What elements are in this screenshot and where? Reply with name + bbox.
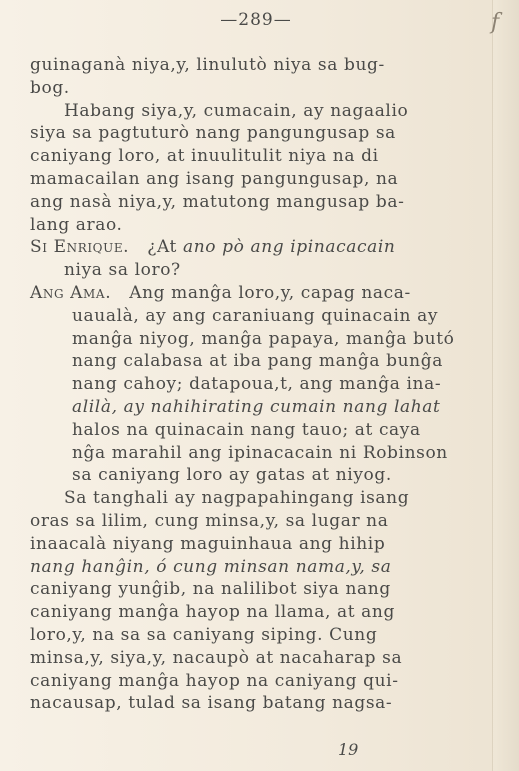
text-line: nacausap, tulad sa isang batang nagsa- <box>30 693 393 714</box>
dialogue-word: ipinacacain <box>290 237 396 258</box>
text-line: oras sa lilim, cung minsa,y, sa lugar na <box>30 510 389 531</box>
text-line: halos na quinacain nang tauo; at caya <box>72 419 421 440</box>
page-number: —289— <box>220 10 292 30</box>
text-line: nang cahoy; datapoua,t, ang manĝa ina- <box>72 374 442 395</box>
dialogue-line <box>30 282 460 305</box>
dialogue-word: pò <box>222 237 245 258</box>
text-line: nang hanĝin, ó cung minsan nama,y, sa <box>30 556 392 577</box>
page-text <box>30 54 460 715</box>
dialogue-word: ano <box>182 237 217 258</box>
dialogue-word: ¿At <box>147 237 177 258</box>
text-line: loro,y, na sa sa caniyang siping. Cung <box>30 624 378 645</box>
speaker-label: Ang Ama. <box>30 282 112 303</box>
dialogue-line <box>30 236 460 259</box>
text-line: caniyang loro, at inuulitulit niya na di <box>30 146 379 167</box>
text-line: inaacalà niyang maguinhaua ang hihip <box>30 533 386 554</box>
text-line: caniyang manĝa hayop na llama, at ang <box>30 602 395 623</box>
text-line: uaualà, ay ang caraniuang quinacain ay <box>72 305 439 326</box>
text-line: guinaganà niya,y, linulutò niya sa bug- <box>30 55 385 75</box>
dialogue-text: Ang manĝa loro,y, capag naca- <box>129 282 411 303</box>
signature-mark: 19 <box>338 740 359 759</box>
text-line: caniyang yunĝib, na nalilibot siya nang <box>30 579 391 600</box>
text-line: siya sa pagtuturò nang pangungusap sa <box>30 123 396 144</box>
text-line: caniyang manĝa hayop na caniyang qui- <box>30 670 399 691</box>
text-line: mamacailan ang isang pangungusap, na <box>30 168 399 189</box>
text-line: lang arao. <box>30 214 123 235</box>
text-line: sa caniyang loro ay gatas at niyog. <box>72 465 392 486</box>
speaker-label: Si Enrique. <box>30 237 130 258</box>
text-line: bog. <box>30 77 70 98</box>
text-line: Habang siya,y, cumacain, ay nagaalio <box>64 100 409 121</box>
text-line: nang calabasa at iba pang manĝa bunĝa <box>72 351 443 372</box>
page-edge <box>492 0 519 771</box>
text-line: Sa tanghali ay nagpapahingang isang <box>64 488 410 509</box>
dialogue-word: ang <box>250 237 285 258</box>
margin-mark: f <box>491 10 500 35</box>
text-line: minsa,y, siya,y, nacaupò at nacaharap sa <box>30 647 403 668</box>
text-line: alilà, ay nahihirating cumain nang lahat <box>72 396 441 417</box>
text-line: manĝa niyog, manĝa papaya, manĝa butó <box>72 328 455 349</box>
text-line: nĝa marahil ang ipinacacain ni Robinson <box>72 442 448 463</box>
text-line: ang nasà niya,y, matutong mangusap ba- <box>30 191 405 212</box>
text-line: niya sa loro? <box>64 260 181 281</box>
